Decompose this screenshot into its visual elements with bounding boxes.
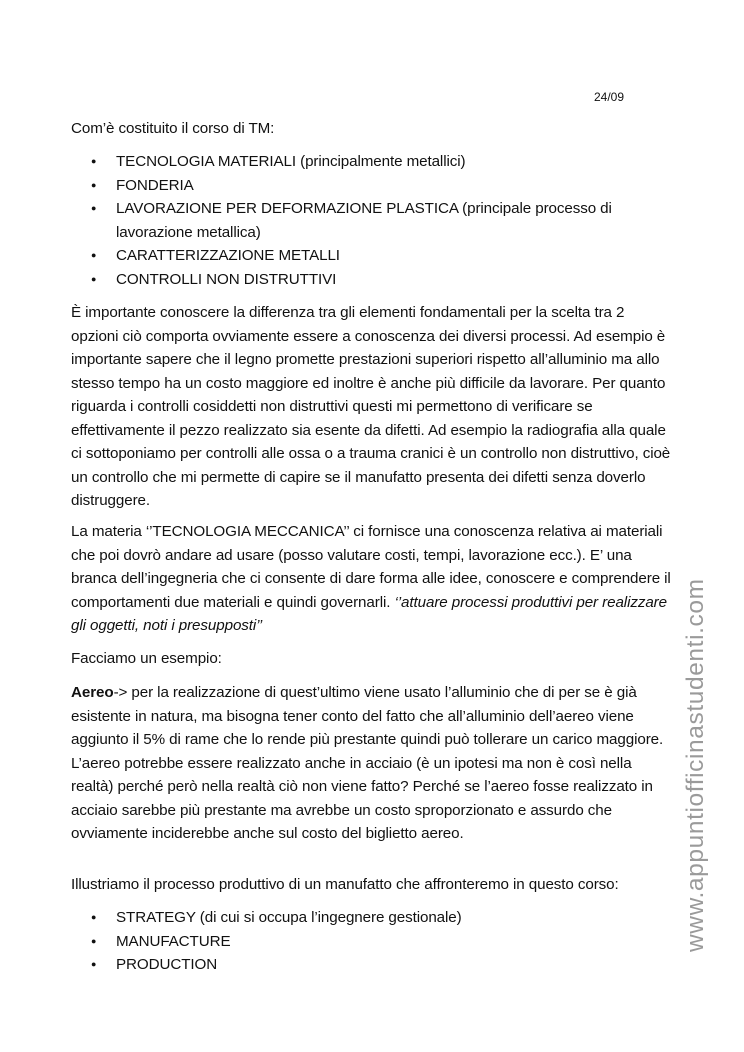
list-item-text: ● LAVORAZIONE PER DEFORMAZIONE PLASTICA (principale processo di lavorazione metallica) — [116, 200, 612, 241]
aereo-text: -> per la realizzazione di quest’ultimo viene usato l’alluminio che di per se è già esistente in natura, ma bisogna tener conto del fatto che all’alluminio dell’aereo viene aggiunto il 5% di rame che lo rende più prestante quindi può tollerare un carico maggiore. L’aereo potrebbe essere realizzato anche in acciaio (è un ipotesi ma non è così nella realtà) perché però nella realtà ciò non viene fatto? Perché se l’aereo fosse realizzato in acciaio sarebbe più prestante ma avrebbe un costo sproporzionato e assurdo che ovviamente inciderebbe anche sul costo del biglietto aereo. — [71, 684, 664, 842]
process-list — [71, 906, 675, 977]
page-date: 24/09 — [594, 90, 625, 104]
list-item: ● FONDERIA — [71, 174, 675, 198]
paragraph-aereo — [71, 681, 675, 846]
list-item: ● TECNOLOGIA MATERIALI (principalmente metallici) — [71, 150, 675, 174]
paragraph-materia — [71, 520, 675, 638]
watermark-text: www.appuntiofficinastudenti.com — [682, 578, 709, 952]
paragraph-materia-text: La materia ‘’TECNOLOGIA MECCANICA’’ ci fornisce una conoscenza relativa ai materiali che poi dovrò andare ad usare (posso valutare costi, tempi, lavorazione ecc.). E’ una branca dell’ingegneria che ci consente di dare forma alle idee, conoscere e comprendere il comportamenti due materiali e quindi governarli. — [71, 523, 671, 611]
process-intro: Illustriamo il processo produttivo di un manufatto che affronteremo in questo corso: — [71, 876, 619, 893]
list-item: ● MANUFACTURE — [71, 930, 675, 954]
paragraph-importance: È importante conoscere la differenza tra gli elementi fondamentali per la scelta tra 2 opzioni ciò comporta ovviamente essere a conoscenza dei diversi processi. Ad esempio è importante sapere che il legno promette prestazioni superiori rispetto all’alluminio ma allo stesso tempo ha un costo maggiore ed inoltre è anche più difficile da lavorare. Per quanto riguarda i controlli cosiddetti non distruttivi questi mi permettono di verificare se effettivamente il pezzo realizzato sia esente da difetti. Ad esempio la radiografia alla quale ci sottoponiamo per controlli alle ossa o a trauma cranici è un controllo non distruttivo, cioè un controllo che mi permette di capire se il manufatto presenta dei difetti senza doverlo distruggere. — [71, 304, 671, 509]
course-list — [71, 150, 675, 291]
example-intro: Facciamo un esempio: — [71, 650, 222, 667]
list-item: ● STRATEGY (di cui si occupa l’ingegnere gestionale) — [71, 906, 675, 930]
list-item: ● CARATTERIZZAZIONE METALLI — [71, 244, 675, 268]
quote-text: ‘’attuare processi produttivi per realizzare gli oggetti, noti i presupposti’’ — [71, 593, 667, 634]
list-item — [71, 197, 675, 244]
intro-line: Com’è costituito il corso di TM: — [71, 120, 275, 137]
list-item: ● PRODUCTION — [71, 953, 675, 977]
list-item: ● CONTROLLI NON DISTRUTTIVI — [71, 268, 675, 292]
aereo-label: Aereo — [71, 684, 114, 701]
